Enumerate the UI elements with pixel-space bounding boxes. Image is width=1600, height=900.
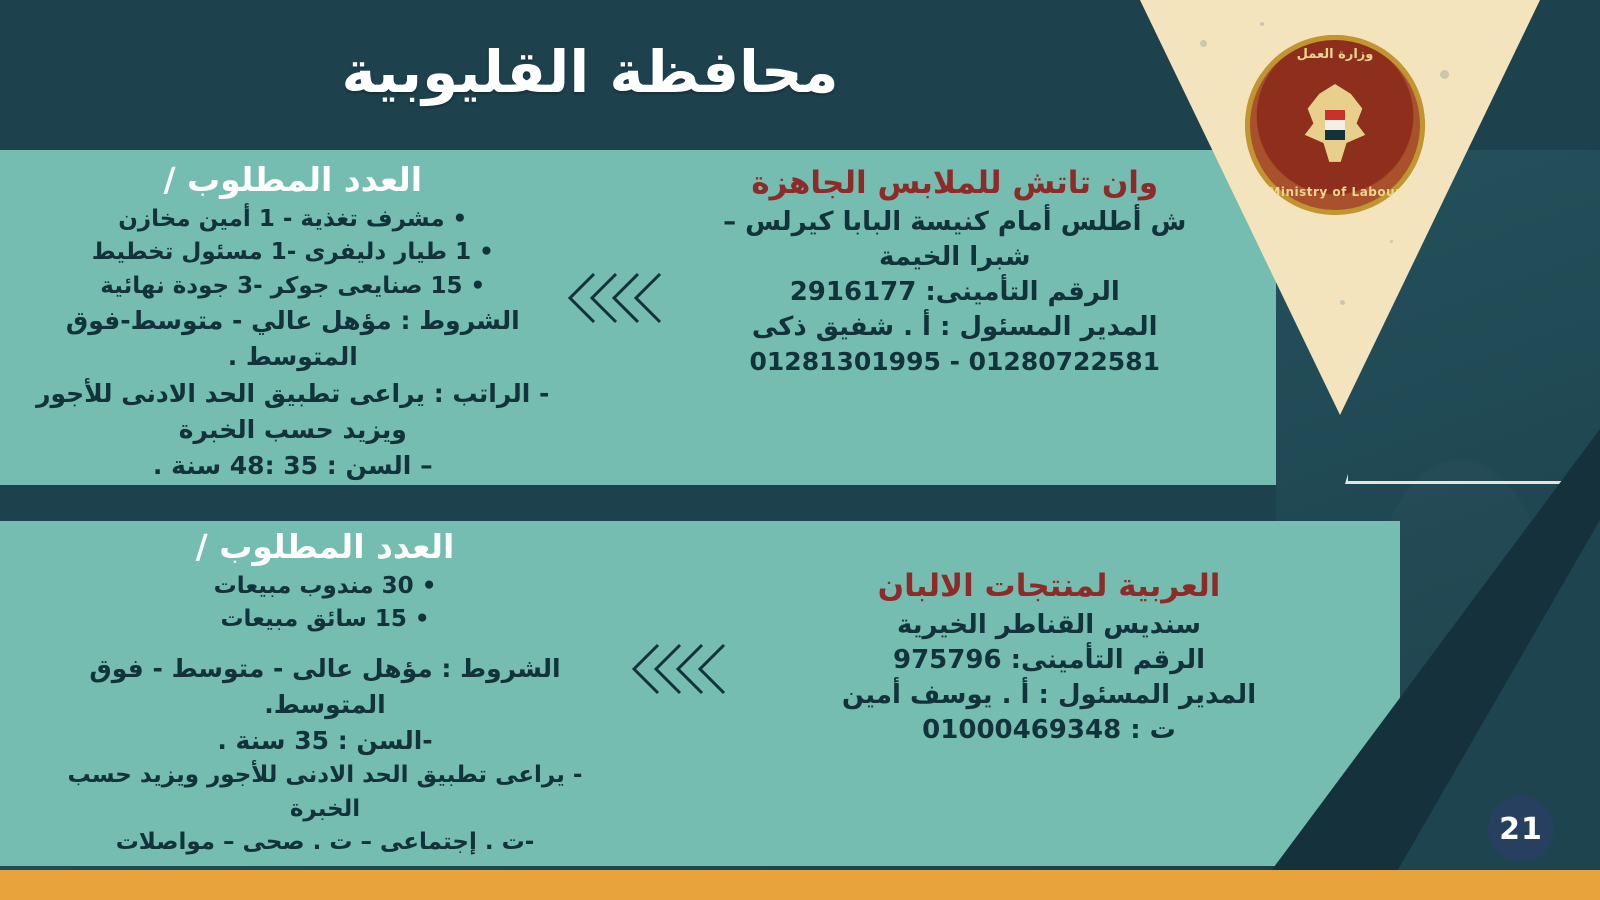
requirement-condition: الشروط : مؤهل عالي - متوسط-فوق xyxy=(65,306,520,336)
company-phones: ت : 01000469348 xyxy=(922,715,1176,746)
emblem-bottom-text: Ministry of Labour xyxy=(1268,185,1402,199)
requirement-extras: -ت . إجتماعى – ت . صحى – مواصلات xyxy=(115,829,535,856)
requirement-condition: المتوسط . xyxy=(227,342,358,372)
triple-chevron-left-icon xyxy=(628,521,728,697)
emblem-top-text: وزارة العمل xyxy=(1296,47,1374,62)
company-address-line: ش أطلس أمام كنيسة البابا كيرلس – xyxy=(723,206,1187,237)
requirements-block-2 xyxy=(0,521,628,859)
requirements-title: العدد المطلوب / xyxy=(163,160,423,199)
eagle-icon xyxy=(1299,84,1371,166)
spacer xyxy=(30,637,620,651)
requirement-item: • مشرف تغذية - 1 أمين مخازن xyxy=(118,206,468,232)
page-number-badge: 21 xyxy=(1488,796,1554,862)
company-insurance-number: الرقم التأمينى: 975796 xyxy=(893,644,1205,675)
requirements-block-1 xyxy=(0,150,564,484)
company-insurance-number: الرقم التأمينى: 2916177 xyxy=(789,276,1120,307)
requirement-item: • 15 صنايعى جوكر -3 جودة نهائية xyxy=(100,272,486,299)
bottom-accent-band xyxy=(0,870,1600,900)
panel-divider xyxy=(0,485,1276,521)
company-manager: المدير المسئول : أ . شفيق ذكى xyxy=(751,312,1158,343)
requirement-item: • 15 سائق مبيعات xyxy=(220,606,430,633)
triple-chevron-left-icon xyxy=(564,150,664,326)
requirement-salary: - الراتب : يراعى تطبيق الحد الادنى للأجور xyxy=(36,378,550,408)
entry-panel-bottom xyxy=(0,521,1400,866)
requirement-condition: الشروط : مؤهل عالى - متوسط - فوق المتوسط. xyxy=(89,653,561,719)
company-name: وان تاتش للملابس الجاهزة xyxy=(751,165,1159,201)
company-address-line: شبرا الخيمة xyxy=(878,241,1031,272)
requirement-salary: ويزيد حسب الخبرة xyxy=(178,414,407,444)
requirement-salary: - يراعى تطبيق الحد الادنى للأجور ويزيد حسب الخبرة xyxy=(67,762,583,822)
requirements-title: العدد المطلوب / xyxy=(195,527,455,566)
company-block-2 xyxy=(728,521,1400,748)
company-name: العربية لمنتجات الالبان xyxy=(877,568,1221,604)
requirement-age: – السن : 35 :48 سنة . xyxy=(152,451,433,481)
ministry-emblem-icon xyxy=(1245,35,1425,215)
entry-panel-top xyxy=(0,150,1276,485)
company-address-line: سنديس القناطر الخيرية xyxy=(897,609,1201,640)
company-block-1 xyxy=(664,150,1276,379)
requirement-item: • 30 مندوب مبيعات xyxy=(213,573,437,599)
company-phones: 01281301995 - 01280722581 xyxy=(749,347,1160,377)
requirement-item: • 1 طيار دليفرى -1 مسئول تخطيط xyxy=(91,239,494,266)
company-manager: المدير المسئول : أ . يوسف أمين xyxy=(841,679,1257,710)
page-title: محافظة القليوبية xyxy=(341,38,839,106)
requirement-age: -السن : 35 سنة . xyxy=(217,726,433,756)
